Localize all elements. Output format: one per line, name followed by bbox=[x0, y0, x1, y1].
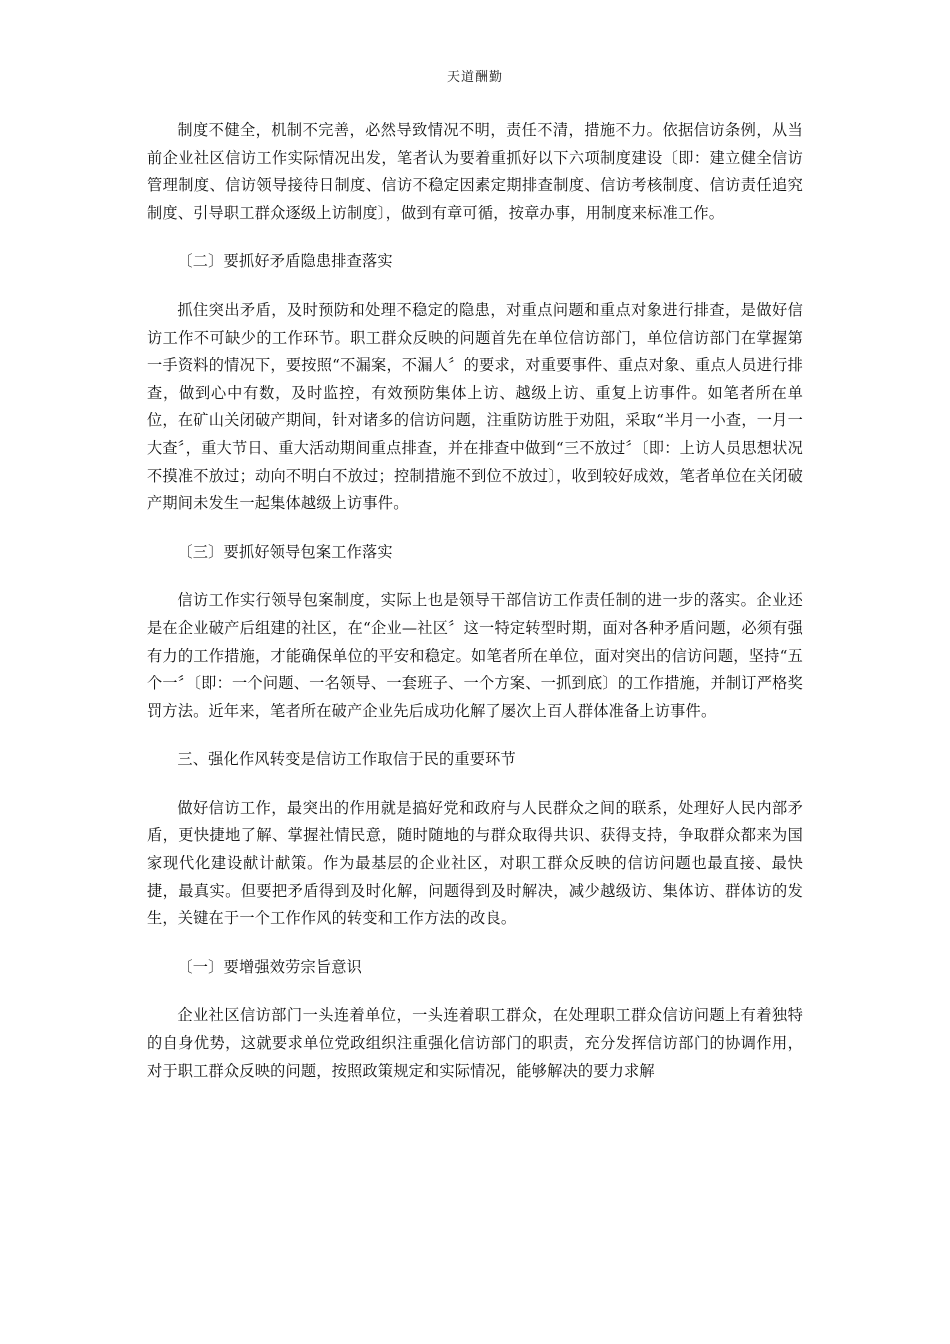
section-heading-3: 〔三〕要抓好领导包案工作落实 bbox=[177, 542, 393, 561]
paragraph-conflict-investigation: 抓住突出矛盾，及时预防和处理不稳定的隐患，对重点问题和重点对象进行排查，是做好信访工作不可缺少的工作环节。职工群众反映的问题首先在单位信访部门，单位信访部门在掌握第一手资料的情况下，要按照“不漏案，不漏人〞的要求，对重要事件、重点对象、重点人员进行排查，做到心中有数，及时监控，有效预防集体上访、越级上访、重复上访事件。如笔者所在单位，在矿山关闭破产期间，针对诸多的信访问题，注重防访胜于劝阻，采取“半月一小查，一月一大查〞，重大节日、重大活动期间重点排查，并在排查中做到“三不放过〞〔即：上访人员思想状况不摸准不放过；动向不明白不放过；控制措施不到位不放过〕，收到较好成效，笔者单位在关闭破产期间未发生一起集体越级上访事件。 bbox=[147, 300, 803, 513]
document-body bbox=[147, 117, 803, 1085]
section-heading-2: 〔二〕要抓好矛盾隐患排查落实 bbox=[177, 252, 393, 271]
paragraph-work-style: 做好信访工作，最突出的作用就是搞好党和政府与人民群众之间的联系，处理好人民内部矛盾，更快捷地了解、掌握社情民意，随时随地的与群众取得共识、获得支持，争取群众都来为国家现代化建设献计献策。作为最基层的企业社区，对职工群众反映的信访问题也最直接、最快捷，最真实。但要把矛盾得到及时化解，问题得到及时解决，减少越级访、集体访、群体访的发生，关键在于一个工作作风的转变和工作方法的改良。 bbox=[147, 798, 803, 928]
paragraph-leader-case-system: 信访工作实行领导包案制度，实际上也是领导干部信访工作责任制的进一步的落实。企业还是在企业破产后组建的社区，在“企业—社区〞这一特定转型时期，面对各种矛盾问题，必须有强有力的工作措施，才能确保单位的平安和稳定。如笔者所在单位，面对突出的信访问题，坚持“五个一〞〔即：一个问题、一名领导、一套班子、一个方案、一抓到底〕的工作措施，并制订严格奖罚方法。近年来，笔者所在破产企业先后成功化解了屡次上百人群体准备上访事件。 bbox=[147, 591, 803, 720]
paragraph-service-awareness: 企业社区信访部门一头连着单位，一头连着职工群众，在处理职工群众信访问题上有着独特的自身优势，这就要求单位党政组织注重强化信访部门的职责，充分发挥信访部门的协调作用，对于职工群众反映的问题，按照政策规定和实际情况，能够解决的要力求解 bbox=[147, 1006, 803, 1080]
chapter-heading-3: 三、强化作风转变是信访工作取信于民的重要环节 bbox=[177, 750, 516, 769]
section-heading-1: 〔一〕要增强效劳宗旨意识 bbox=[177, 957, 363, 976]
page-header: 天道酬勤 bbox=[446, 70, 503, 85]
paragraph-institution-building: 制度不健全，机制不完善，必然导致情况不明，责任不清，措施不力。依据信访条例，从当前企业社区信访工作实际情况出发，笔者认为要着重抓好以下六项制度建设〔即：建立健全信访管理制度、信访领导接待日制度、信访不稳定因素定期排查制度、信访考核制度、信访责任追究制度、引导职工群众逐级上访制度〕，做到有章可循，按章办事，用制度来标准工作。 bbox=[147, 121, 803, 222]
